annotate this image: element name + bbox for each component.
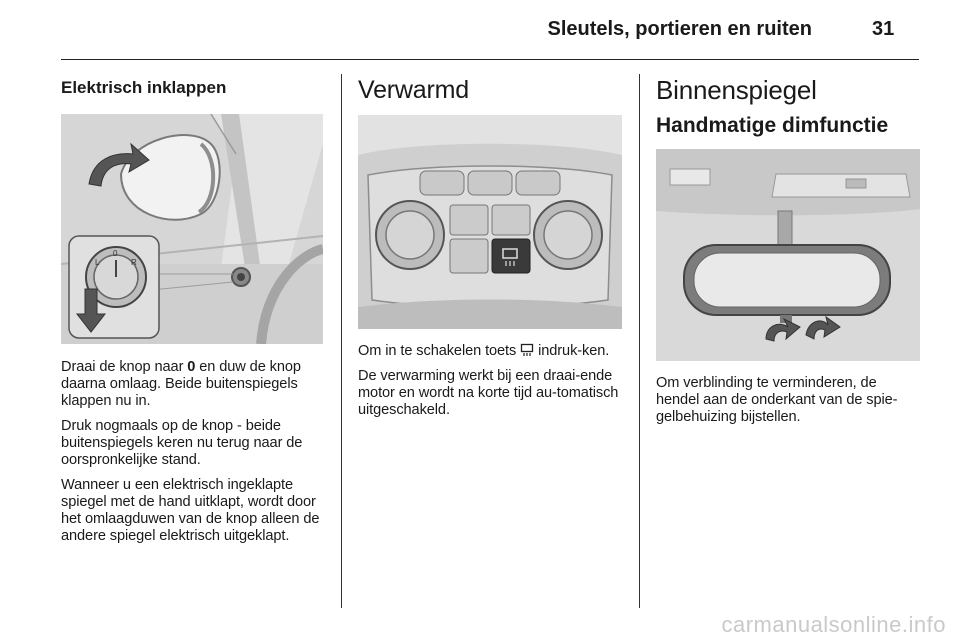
paragraph-heating-operation: De verwarming werkt bij een draai-ende motor en wordt na korte tijd au-tomatisch uitgeschakeld.	[358, 368, 619, 418]
column-heated	[358, 60, 622, 427]
paragraph-turn-knob: Draai de knop naar 0 en duw de knop daarna omlaag. Beide buitenspiegels klappen nu in.	[61, 359, 301, 409]
paragraph-anti-glare: Om verblinding te verminderen, de hendel aan de onderkant van de spie-gelbehuizing bijstellen.	[656, 375, 898, 425]
section-heading: Verwarmd	[358, 76, 469, 104]
column-electric-fold	[61, 60, 325, 553]
column-divider	[341, 74, 342, 608]
watermark: carmanualsonline.info	[721, 612, 946, 637]
mirror-fold-illustration	[61, 114, 323, 344]
section-subheading: Handmatige dimfunctie	[656, 114, 889, 137]
header-title: Sleutels, portieren en ruiten	[547, 18, 812, 40]
section-heading: Elektrisch inklappen	[61, 78, 227, 97]
column-interior-mirror	[656, 60, 920, 434]
paragraph-manual-unfold: Wanneer u een elektrisch ingeklapte spiegel met de hand uitklapt, wordt door het omlaagduwen van de knop alleen de andere spiegel elektrisch uitgeklapt.	[61, 477, 320, 544]
knob-label-l: L	[95, 258, 100, 267]
section-heading: Binnenspiegel	[656, 75, 817, 105]
interior-mirror-illustration	[656, 149, 920, 361]
paragraph-switch-on: Om in te schakelen toets indruk-ken.	[358, 343, 610, 359]
climate-control-panel-illustration	[358, 115, 622, 329]
knob-label-zero: 0	[113, 249, 118, 258]
knob-position-zero: 0	[187, 359, 196, 375]
knob-label-r: R	[131, 258, 137, 267]
heated-mirror-icon	[520, 343, 534, 357]
page-number: 31	[872, 18, 895, 40]
paragraph-press-again: Druk nogmaals op de knop - beide buitenspiegels keren nu terug naar de oorspronkelijke stand.	[61, 418, 303, 468]
column-divider	[639, 74, 640, 608]
